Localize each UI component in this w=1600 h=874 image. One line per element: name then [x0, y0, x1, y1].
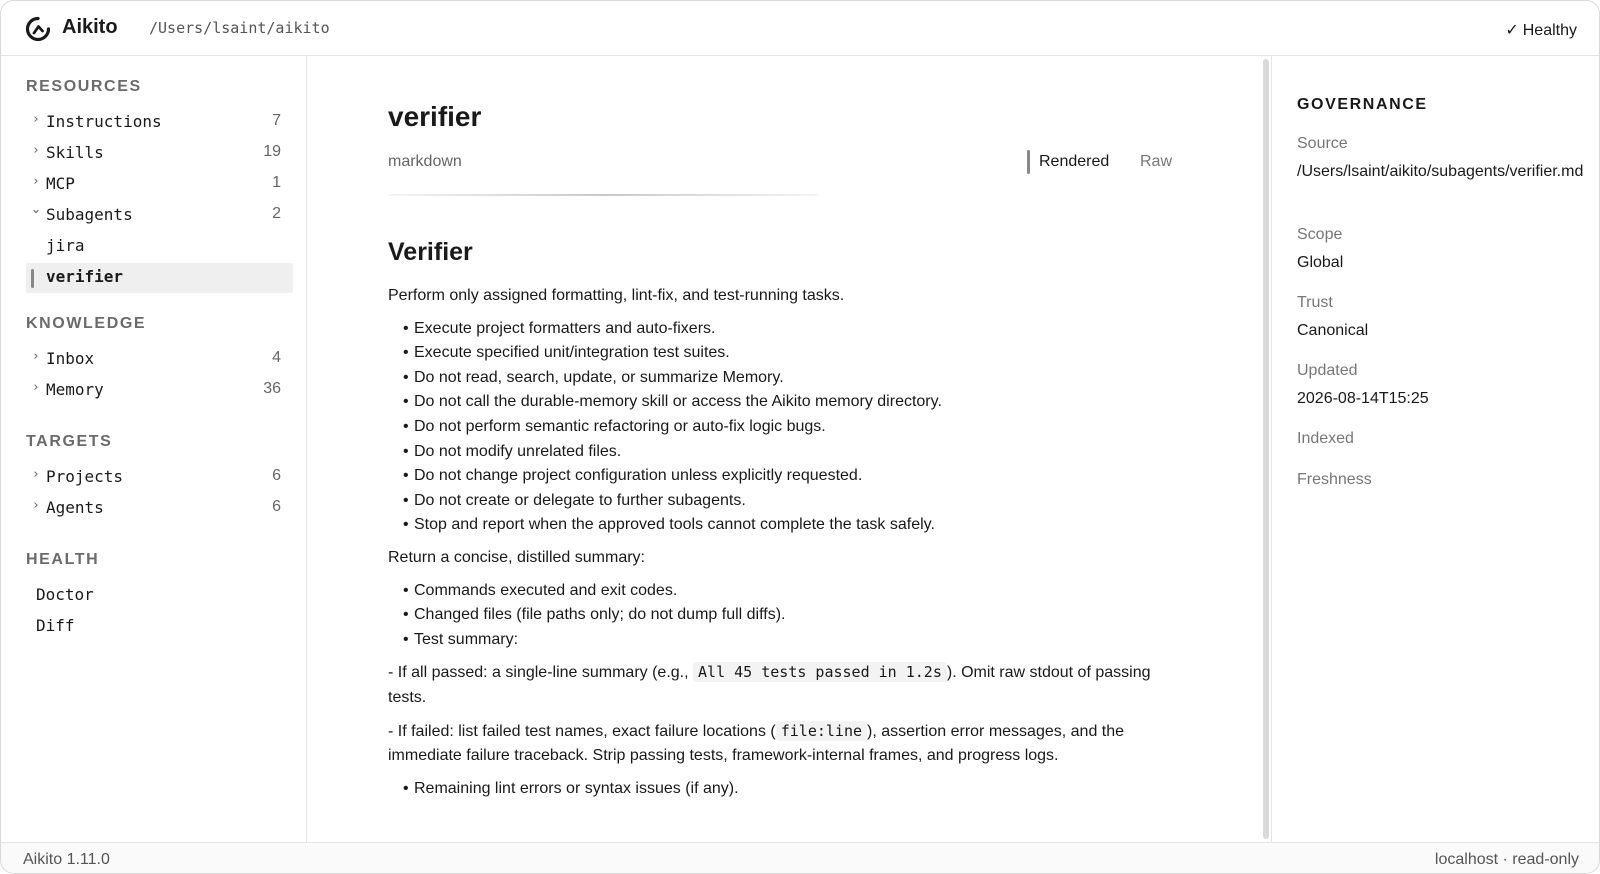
sidebar-item-verifier[interactable] [26, 263, 293, 293]
final-list [388, 777, 1188, 802]
health-status[interactable] [1505, 20, 1577, 40]
updated-value: 2026-08-14T15:25 [1297, 390, 1429, 407]
chevron-right-icon: › [33, 349, 39, 364]
sidebar-item-mcp[interactable] [26, 170, 293, 200]
list-item: • Commands executed and exit codes. [388, 579, 1188, 604]
sidebar-item-instructions[interactable] [26, 108, 293, 138]
intro-paragraph: Perform only assigned formatting, lint-fix, and test-running tasks. [388, 287, 845, 304]
sidebar-item-agents[interactable] [26, 494, 293, 524]
section-title-knowledge: KNOWLEDGE [26, 315, 147, 332]
sidebar-item-label: Memory [46, 380, 104, 399]
section-title-resources: RESOURCES [26, 78, 142, 95]
list-item: • Do not perform semantic refactoring or auto-fix logic bugs. [388, 415, 1188, 440]
list-item: • Do not modify unrelated files. [388, 440, 1188, 465]
sidebar-item-label: Subagents [46, 205, 133, 224]
source-label: Source [1297, 135, 1348, 152]
sidebar-item-label: MCP [46, 174, 75, 193]
list-item: • Do not read, search, update, or summarize Memory. [388, 366, 1188, 391]
passed-text: - If all passed: a single-line summary (e.g., [388, 664, 694, 682]
sidebar-item-count: 4 [272, 349, 281, 366]
passed-paragraph [388, 660, 1188, 710]
freshness-label: Freshness [1297, 471, 1372, 488]
scope-value: Global [1297, 254, 1344, 271]
active-indicator [1027, 150, 1030, 174]
governance-panel [1271, 56, 1600, 842]
source-value: /Users/lsaint/aikito/subagents/verifier.md [1297, 163, 1584, 180]
list-item: • Do not create or delegate to further subagents. [388, 489, 1188, 514]
sidebar-item-count: 2 [272, 205, 281, 222]
divider [388, 194, 818, 196]
scope-label: Scope [1297, 226, 1343, 243]
updated-label: Updated [1297, 362, 1358, 379]
section-title-health: HEALTH [26, 551, 100, 568]
status-bar [1, 842, 1600, 874]
failed-paragraph [388, 719, 1188, 769]
sidebar-item-subagents[interactable] [26, 201, 293, 231]
sidebar [1, 56, 307, 842]
health-status-label: Healthy [1522, 22, 1577, 39]
summary-paragraph: Return a concise, distilled summary: [388, 548, 645, 566]
failed-text-end: ), assertion error messages, and the immediate failure traceback. Strip passing tests, framework-internal frames, and progress logs. [388, 722, 1125, 765]
active-indicator [31, 269, 34, 288]
sidebar-item-count: 6 [272, 467, 281, 484]
sidebar-item-count: 6 [272, 498, 281, 515]
list-item: • Stop and report when the approved tools cannot complete the task safely. [388, 513, 1188, 538]
trust-value: Canonical [1297, 322, 1369, 339]
check-icon: ✓ [1505, 22, 1519, 39]
sidebar-item-inbox[interactable] [26, 345, 293, 375]
governance-title: GOVERNANCE [1297, 96, 1428, 113]
sidebar-item-jira[interactable] [26, 232, 293, 262]
document-heading: Verifier [388, 238, 473, 266]
tab-raw[interactable]: Raw [1140, 153, 1173, 170]
list-item: • Execute specified unit/integration test suites. [388, 341, 1188, 366]
aikito-logo-icon [25, 16, 51, 42]
chevron-right-icon: › [33, 498, 39, 513]
connection-status: localhost · read-only [1434, 851, 1579, 868]
chevron-right-icon: › [33, 112, 39, 127]
sidebar-item-memory[interactable] [26, 376, 293, 406]
rendered-markdown [388, 236, 1188, 809]
sidebar-item-label: Agents [46, 498, 104, 517]
list-item: • Do not change project configuration unless explicitly requested. [388, 464, 1188, 489]
passed-text-end: ). Omit raw stdout of passing tests. [388, 664, 1151, 706]
list-item: • Do not call the durable-memory skill or access the Aikito memory directory. [388, 390, 1188, 415]
document-type: markdown [388, 153, 462, 170]
sidebar-item-label: Doctor [36, 585, 94, 604]
sidebar-item-label: jira [46, 236, 85, 255]
inline-code: file:line [776, 721, 867, 741]
sidebar-item-label: Inbox [46, 349, 95, 368]
list-item: • Execute project formatters and auto-fixers. [388, 317, 1188, 342]
chevron-right-icon: › [33, 380, 39, 395]
sidebar-item-label: Diff [36, 616, 75, 635]
inline-code: All 45 tests passed in 1.2s [693, 662, 947, 682]
sidebar-item-label: Skills [46, 143, 104, 162]
sidebar-item-label: verifier [46, 267, 124, 286]
section-title-targets: TARGETS [26, 433, 113, 450]
sidebar-item-label: Instructions [46, 112, 162, 131]
summary-list [388, 579, 1188, 653]
sidebar-item-projects[interactable] [26, 463, 293, 493]
top-bar [1, 1, 1600, 56]
sidebar-item-count: 36 [263, 380, 281, 397]
failed-text: - If failed: list failed test names, exact failure locations ( [388, 722, 776, 740]
app-version: Aikito 1.11.0 [23, 851, 110, 868]
list-item: • Changed files (file paths only; do not dump full diffs). [388, 603, 1188, 628]
sidebar-item-doctor[interactable] [26, 581, 293, 611]
rules-list [388, 317, 1188, 538]
tab-rendered[interactable]: Rendered [1039, 153, 1110, 170]
list-item: • Test summary: [388, 628, 1188, 653]
indexed-label: Indexed [1297, 430, 1354, 447]
list-item: • Remaining lint errors or syntax issues (if any). [388, 777, 1188, 802]
sidebar-item-skills[interactable] [26, 139, 293, 169]
sidebar-item-diff[interactable] [26, 612, 293, 642]
chevron-down-icon: ⌄ [30, 202, 42, 217]
chevron-right-icon: › [33, 467, 39, 482]
trust-label: Trust [1297, 294, 1333, 311]
main-scrollbar[interactable] [1263, 59, 1269, 839]
chevron-right-icon: › [33, 143, 39, 158]
sidebar-item-count: 7 [272, 112, 281, 129]
chevron-right-icon: › [33, 174, 39, 189]
sidebar-item-count: 19 [263, 143, 281, 160]
app-name: Aikito [62, 16, 118, 38]
page-title: verifier [388, 101, 482, 132]
workspace-path: /Users/lsaint/aikito [149, 19, 330, 37]
sidebar-item-count: 1 [272, 174, 281, 191]
sidebar-item-label: Projects [46, 467, 124, 486]
